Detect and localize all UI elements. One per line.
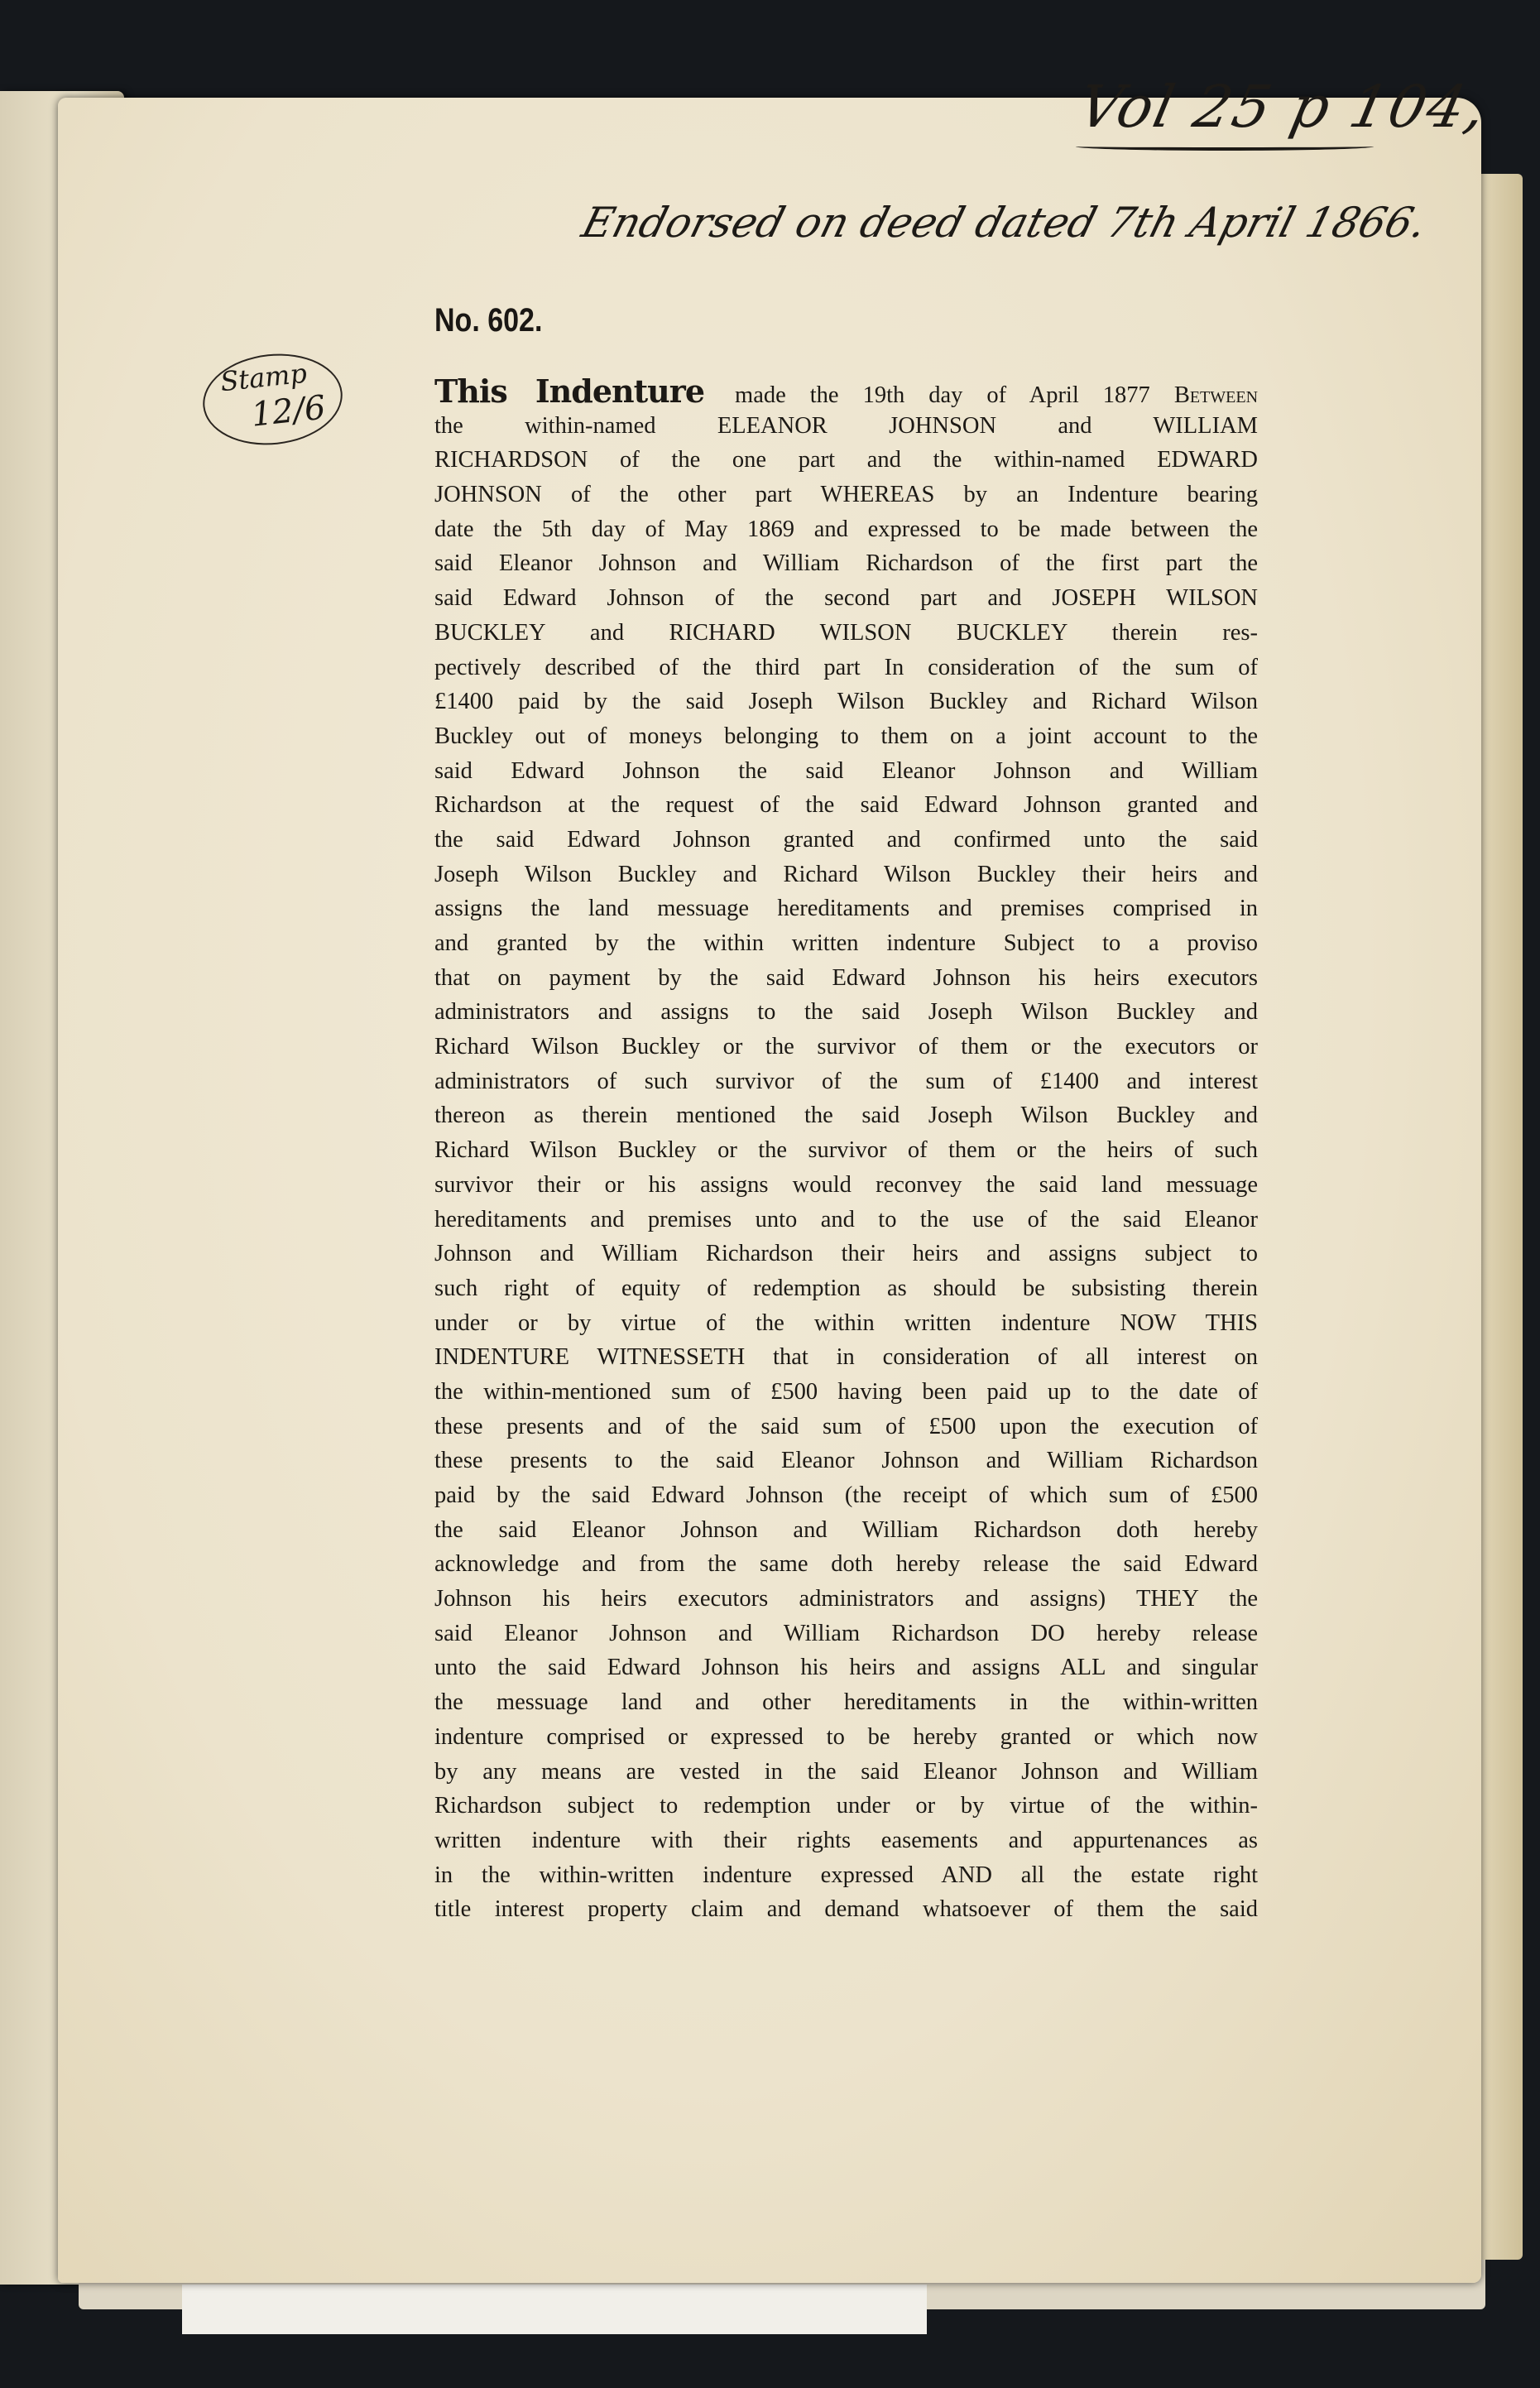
indenture-line: paid by the said Edward Johnson (the receipt of which sum of £500 [434, 1482, 1258, 1508]
stamp-value: 12/6 [249, 388, 328, 435]
indenture-line: Buckley out of moneys belonging to them on a joint account to the [434, 723, 1258, 749]
indenture-line: these presents to the said Eleanor Johnson and William Richardson [434, 1448, 1258, 1474]
indenture-line: by any means are vested in the said Eleanor Johnson and William [434, 1758, 1258, 1785]
indenture-body [434, 374, 1258, 1927]
indenture-line: indenture comprised or expressed to be hereby granted or which now [434, 1723, 1258, 1750]
indenture-line: acknowledge and from the same doth hereby release the said Edward [434, 1551, 1258, 1578]
document-number: No. 602. [434, 302, 543, 339]
endorsement-handwritten: Endorsed on deed dated 7th April 1866. [577, 199, 1432, 247]
indenture-line: the within-mentioned sum of £500 having been paid up to the date of [434, 1378, 1258, 1405]
indenture-line: Richardson at the request of the said Edward Johnson granted and [434, 792, 1258, 819]
indenture-line: Richardson subject to redemption under or by virtue of the within- [434, 1793, 1258, 1819]
indenture-line: survivor their or his assigns would reconvey the said land messuage [434, 1171, 1258, 1198]
indenture-line: Richard Wilson Buckley or the survivor of them or the executors or [434, 1034, 1258, 1060]
indenture-line: written indenture with their rights easements and appurtenances as [434, 1827, 1258, 1853]
indenture-line: these presents and of the said sum of £500 upon the execution of [434, 1413, 1258, 1439]
indenture-line: Joseph Wilson Buckley and Richard Wilson Buckley their heirs and [434, 861, 1258, 887]
indenture-line: under or by virtue of the within written indenture NOW THIS [434, 1309, 1258, 1336]
indenture-line: said Edward Johnson of the second part and JOSEPH WILSON [434, 585, 1258, 612]
indenture-line: said Eleanor Johnson and William Richardson DO hereby release [434, 1620, 1258, 1646]
indenture-line: said Eleanor Johnson and William Richardson of the first part the [434, 550, 1258, 577]
indenture-line: in the within-written indenture expressed AND all the estate right [434, 1862, 1258, 1888]
volume-reference-underline [1076, 142, 1374, 151]
underlying-slip [182, 2285, 927, 2334]
indenture-line: £1400 paid by the said Joseph Wilson Buckley and Richard Wilson [434, 689, 1258, 715]
indenture-line: said Edward Johnson the said Eleanor Johnson and William [434, 757, 1258, 784]
indenture-line: and granted by the within written indenture Subject to a proviso [434, 930, 1258, 956]
indenture-line: administrators of such survivor of the sum of £1400 and interest [434, 1068, 1258, 1094]
volume-reference-handwritten: Vol 25 p 104, [1072, 73, 1494, 141]
indenture-line: that on payment by the said Edward Johnson his heirs executors [434, 964, 1258, 991]
indenture-line: Richard Wilson Buckley or the survivor of them or the heirs of such [434, 1137, 1258, 1164]
indenture-line: INDENTURE WITNESSETH that in consideration of all interest on [434, 1344, 1258, 1371]
indenture-line: hereditaments and premises unto and to the use of the said Eleanor [434, 1206, 1258, 1232]
indenture-line: the said Edward Johnson granted and confirmed unto the said [434, 826, 1258, 853]
indenture-line: such right of equity of redemption as should be subsisting therein [434, 1275, 1258, 1301]
indenture-line: BUCKLEY and RICHARD WILSON BUCKLEY therein res- [434, 619, 1258, 646]
stamp-label: Stamp [218, 357, 309, 398]
indenture-line: JOHNSON of the other part WHEREAS by an Indenture bearing [434, 482, 1258, 508]
indenture-line: assigns the land messuage hereditaments and premises comprised in [434, 896, 1258, 922]
indenture-line: administrators and assigns to the said Joseph Wilson Buckley and [434, 999, 1258, 1026]
indenture-line: date the 5th day of May 1869 and expressed to be made between the [434, 516, 1258, 542]
indenture-lines [434, 409, 1258, 1927]
indenture-between: Between [1173, 382, 1258, 408]
indenture-line: the said Eleanor Johnson and William Richardson doth hereby [434, 1516, 1258, 1543]
indenture-line: Johnson his heirs executors administrators and assigns) THEY the [434, 1586, 1258, 1612]
indenture-line: title interest property claim and demand whatsoever of them the said [434, 1896, 1258, 1923]
indenture-line: the messuage land and other hereditaments in the within-written [434, 1689, 1258, 1716]
indenture-line: Johnson and William Richardson their heirs and assigns subject to [434, 1241, 1258, 1267]
indenture-first-line-text: made the 19th day of April 1877 [735, 382, 1150, 408]
indenture-line: RICHARDSON of the one part and the within-named EDWARD [434, 447, 1258, 473]
indenture-line: thereon as therein mentioned the said Joseph Wilson Buckley and [434, 1103, 1258, 1129]
indenture-line: pectively described of the third part In consideration of the sum of [434, 654, 1258, 680]
indenture-gothic-heading: This Indenture [434, 374, 705, 409]
indenture-line: unto the said Edward Johnson his heirs and assigns ALL and singular [434, 1655, 1258, 1681]
indenture-first-line [434, 374, 1258, 409]
indenture-line: the within-named ELEANOR JOHNSON and WILLIAM [434, 412, 1258, 439]
